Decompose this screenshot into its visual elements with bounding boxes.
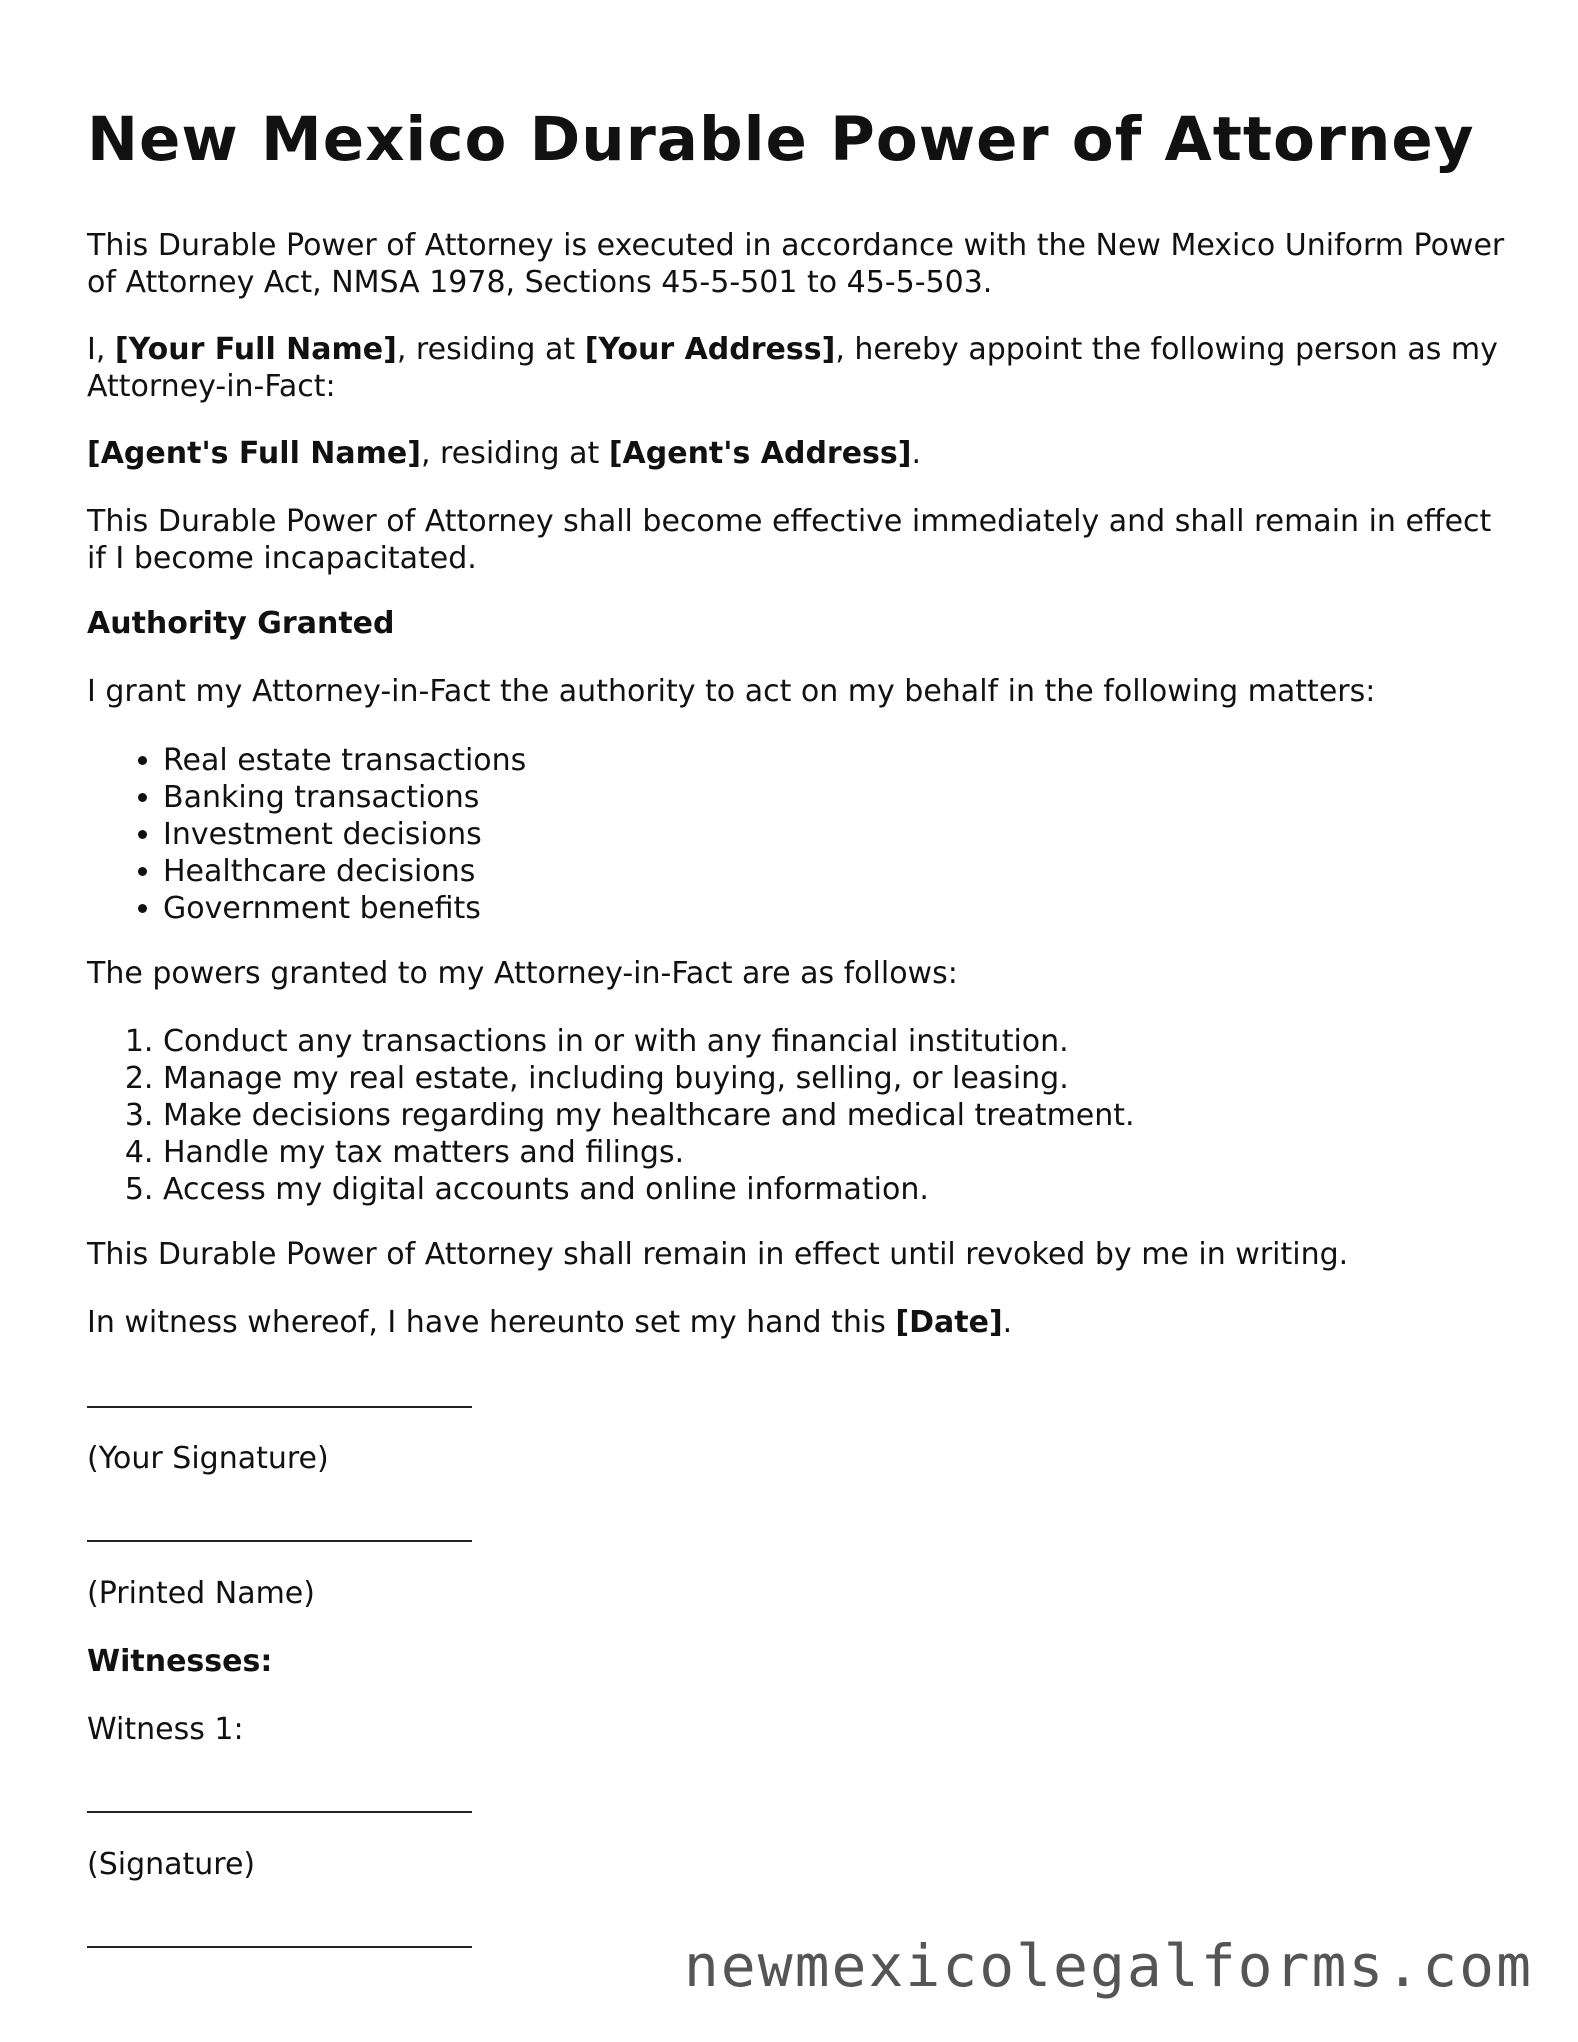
intro-paragraph: This Durable Power of Attorney is executed in accordance with the New Mexico Uniform Power of Attorney Act, NMSA 1978, Sections 45-5-501 to 45-5-503. [87,228,1505,300]
agent-address-placeholder: [Agent's Address] [608,436,912,471]
list-item: 2. Manage my real estate, including buying, selling, or leasing. [163,1060,1135,1097]
list-item: • Real estate transactions [163,742,526,779]
agent-paragraph [87,435,921,472]
witnesses-heading: Witnesses: [87,1644,273,1679]
list-item: • Banking transactions [163,779,526,816]
date-placeholder: [Date] [895,1305,1003,1340]
powers-list [87,1023,1135,1208]
list-item: 5. Access my digital accounts and online information. [163,1171,1135,1208]
witness-clause [87,1304,1012,1341]
list-item: 3. Make decisions regarding my healthcare and medical treatment. [163,1097,1135,1134]
revocation-paragraph: This Durable Power of Attorney shall remain in effect until revoked by me in writing. [87,1237,1349,1272]
page-title: New Mexico Durable Power of Attorney [87,104,1475,175]
witness1-signature-line [87,1811,472,1813]
principal-address-placeholder: [Your Address] [584,332,836,367]
list-item: • Investment decisions [163,816,526,853]
agent-end: . [911,436,922,471]
appointment-paragraph [87,331,1507,405]
witness-clause-end: . [1002,1305,1013,1340]
principal-name-placeholder: [Your Full Name] [114,332,397,367]
agent-mid: , residing at [420,436,609,471]
appointment-prefix: I, [87,332,115,367]
watermark: newmexicolegalforms.com [683,1932,1533,2000]
list-item: • Healthcare decisions [163,853,526,890]
witness1-printed-name-line [87,1946,472,1948]
appointment-suffix: , hereby appoint the following person as my Attorney-in-Fact: [87,332,1498,404]
witness-clause-text: In witness whereof, I have hereunto set my hand this [87,1305,896,1340]
signature-line [87,1406,472,1408]
printed-name-line [87,1540,472,1542]
powers-intro: The powers granted to my Attorney-in-Fact are as follows: [87,956,958,991]
list-item: • Government benefits [163,890,526,927]
agent-name-placeholder: [Agent's Full Name] [87,436,421,471]
authority-heading: Authority Granted [87,606,395,641]
matters-list [87,742,526,927]
printed-name-label: (Printed Name) [87,1576,315,1611]
list-item: 4. Handle my tax matters and filings. [163,1134,1135,1171]
witness1-label: Witness 1: [87,1712,244,1747]
appointment-mid: , residing at [396,332,585,367]
effective-paragraph: This Durable Power of Attorney shall become effective immediately and shall remain in effect if I become incapacitated. [87,504,1492,576]
witness-signature-label: (Signature) [87,1847,256,1882]
list-item: 1. Conduct any transactions in or with any financial institution. [163,1023,1135,1060]
authority-intro: I grant my Attorney-in-Fact the authority to act on my behalf in the following matters: [87,674,1376,709]
signature-label: (Your Signature) [87,1441,329,1476]
